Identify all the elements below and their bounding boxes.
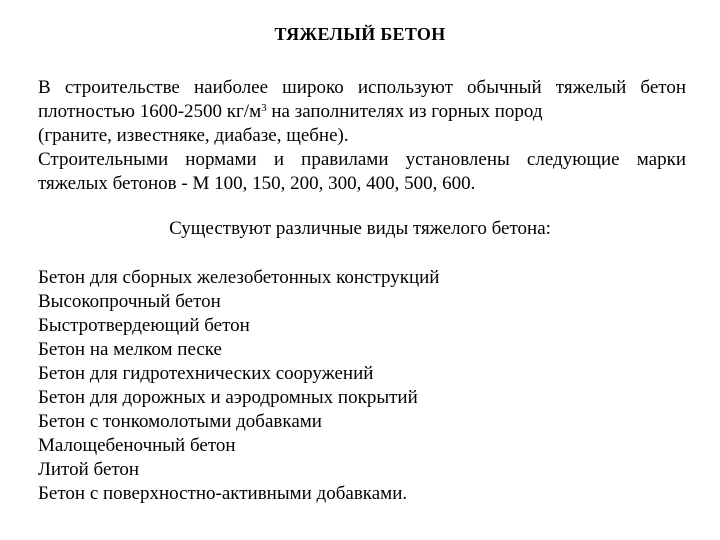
- types-heading: Существуют различные виды тяжелого бетона:: [169, 218, 551, 239]
- list-item: Бетон на мелком песке: [38, 339, 222, 360]
- list-item: Быстротвердеющий бетон: [38, 315, 250, 336]
- grades-paragraph: [38, 148, 686, 196]
- concrete-types-list: [38, 266, 439, 506]
- intro-line-2: [38, 100, 686, 124]
- intro-line-1: В строительстве наиболее широко используют обычный тяжелый бетон: [38, 77, 686, 98]
- density-text: плотностью 1600-2500 кг/м: [38, 101, 262, 122]
- cubic-superscript: 3: [261, 102, 267, 114]
- list-item: Бетон с тонкомолотыми добавками: [38, 411, 322, 432]
- list-item: Высокопрочный бетон: [38, 291, 221, 312]
- list-item: Литой бетон: [38, 459, 140, 480]
- list-item: Бетон для гидротехнических сооружений: [38, 363, 374, 384]
- aggregate-text: на заполнителях из горных пород: [266, 101, 543, 122]
- intro-paragraph: [38, 76, 686, 148]
- list-item: Бетон для сборных железобетонных конструкций: [38, 267, 440, 288]
- grades-line-1: Строительными нормами и правилами установлены следующие марки: [38, 149, 686, 170]
- slide-title: ТЯЖЕЛЫЙ БЕТОН: [274, 24, 446, 44]
- list-item: Бетон для дорожных и аэродромных покрытий: [38, 387, 418, 408]
- list-item: Бетон с поверхностно-активными добавками.: [38, 483, 408, 504]
- intro-line-3: (граните, известняке, диабазе, щебне).: [38, 125, 349, 146]
- grades-line-2: тяжелых бетонов - М 100, 150, 200, 300, 400, 500, 600.: [38, 173, 476, 194]
- list-item: Малощебеночный бетон: [38, 435, 236, 456]
